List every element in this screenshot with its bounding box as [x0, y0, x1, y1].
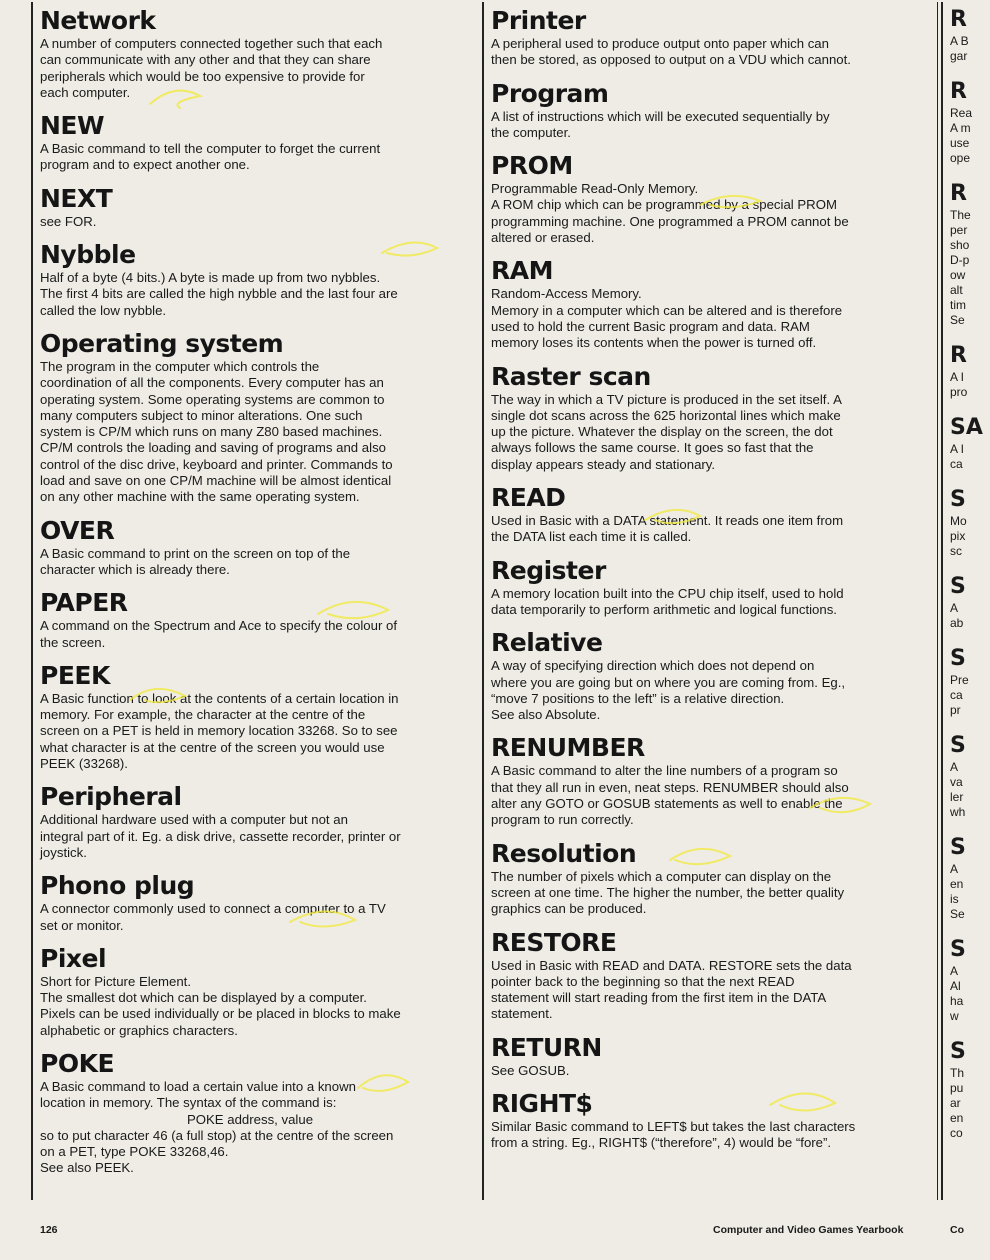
fragment-term: SA	[950, 415, 983, 440]
page-number: 126	[40, 1224, 58, 1236]
definition-line: control of the disc drive, keyboard and printer. Commands to	[40, 456, 393, 472]
definition-line: Used in Basic with READ and DATA. RESTORE sets the data	[491, 957, 852, 973]
definition-line: that they all run in even, neat steps. RENUMBER should also	[491, 779, 849, 795]
definition-line: screen on a PET is held in memory location 33268. So to see	[40, 723, 398, 739]
glossary-definition	[40, 691, 460, 772]
definition-line: The program in the computer which controls the	[40, 358, 320, 374]
definition-line: memory. For example, the character at the centre of the	[40, 707, 366, 723]
fragment-line: Se	[950, 907, 965, 921]
glossary-entry	[40, 871, 460, 934]
definition-line: alter any GOTO or GOSUB statements as well to enable the	[491, 796, 843, 812]
definition-line: set or monitor.	[40, 917, 124, 933]
glossary-entry	[491, 79, 911, 142]
definition-line: A Basic command to tell the computer to forget the current	[40, 141, 381, 157]
glossary-entry	[491, 151, 911, 246]
fragment-line: wh	[950, 805, 966, 819]
definition-line: location in memory. The syntax of the command is:	[40, 1095, 337, 1111]
fragment-line: ar	[950, 1096, 961, 1110]
fragment-line: Mo	[950, 514, 967, 528]
fragment-line: ler	[950, 790, 964, 804]
definition-line: so to put character 46 (a full stop) at the centre of the screen	[40, 1127, 394, 1143]
fragment-term: S	[950, 937, 966, 962]
fragment-line: A I	[950, 442, 965, 456]
fragment-entry	[950, 486, 990, 559]
definition-line: Random-Access Memory.	[491, 286, 642, 302]
glossary-entry	[491, 362, 911, 473]
definition-line: See GOSUB.	[491, 1062, 570, 1078]
definition-line: load and save on one CP/M machine will be almost identical	[40, 473, 392, 489]
glossary-entry	[40, 516, 460, 579]
definition-line: single dot scans across the 625 horizontal lines which make	[491, 407, 841, 423]
definition-line: Used in Basic with a DATA statement. It reads one item from	[491, 513, 844, 529]
definition-line: A number of computers connected together such that each	[40, 36, 383, 51]
fragment-line: D-p	[950, 253, 970, 267]
fragment-line: gar	[950, 49, 968, 63]
definition-line: operating system. Some operating systems are common to	[40, 391, 385, 407]
fragment-term: R	[950, 7, 967, 32]
fragment-line: A B	[950, 34, 969, 48]
definition-line: the screen.	[40, 634, 106, 650]
glossary-term: POKE	[40, 1048, 115, 1078]
definition-line: programming machine. One programmed a PROM cannot be	[491, 213, 849, 229]
glossary-entry	[491, 256, 911, 351]
definition-line: The first 4 bits are called the high nybble and the last four are	[40, 286, 398, 302]
glossary-column-middle	[491, 6, 911, 1162]
code-syntax: POKE address, value	[186, 1111, 314, 1127]
fragment-term: S	[950, 487, 966, 512]
glossary-definition	[491, 392, 911, 473]
definition-line: A connector commonly used to connect a computer to a TV	[40, 901, 386, 917]
definition-line: where you are going but on where you are coming from. Eg.,	[491, 674, 846, 690]
fragment-line: ha	[950, 994, 964, 1008]
glossary-definition	[491, 763, 911, 828]
fragment-entry	[950, 573, 990, 631]
glossary-definition	[40, 359, 460, 506]
glossary-entry	[40, 1049, 460, 1177]
fragment-line: Rea	[950, 106, 973, 120]
glossary-term: Peripheral	[40, 782, 182, 812]
definition-line: statement.	[491, 1006, 553, 1022]
definition-line: statement will start reading from the first item in the DATA	[491, 990, 827, 1006]
fragment-line: Pre	[950, 673, 969, 687]
glossary-definition	[40, 546, 460, 579]
definition-line: PEEK (33268).	[40, 756, 128, 772]
definition-line: can communicate with any other and that they can share	[40, 52, 371, 68]
fragment-line: Al	[950, 979, 961, 993]
glossary-definition	[491, 1063, 911, 1079]
glossary-definition	[491, 513, 911, 546]
glossary-term: RIGHT$	[491, 1088, 593, 1118]
definition-line: alphabetic or graphics characters.	[40, 1022, 238, 1038]
fragment-line: A m	[950, 121, 971, 135]
definition-line: integral part of it. Eg. a disk drive, cassette recorder, printer or	[40, 828, 401, 844]
definition-line: The number of pixels which a computer can display on the	[491, 868, 832, 884]
definition-line: used to hold the current Basic program and data. RAM	[491, 318, 810, 334]
glossary-entry	[40, 240, 460, 319]
glossary-definition	[40, 812, 460, 861]
glossary-column-left	[40, 6, 460, 1187]
glossary-entry	[40, 944, 460, 1039]
fragment-entry	[950, 180, 990, 328]
glossary-term: OVER	[40, 515, 115, 545]
glossary-term: Phono plug	[40, 871, 195, 901]
definition-line: Memory in a computer which can be altered and is therefore	[491, 302, 843, 318]
glossary-entry	[40, 588, 460, 651]
definition-line: Half of a byte (4 bits.) A byte is made up from two nybbles.	[40, 270, 381, 286]
definition-line: “move 7 positions to the left” is a relative direction.	[491, 690, 785, 706]
definition-line: A command on the Spectrum and Ace to specify the colour of	[40, 618, 397, 634]
definition-line: screen at one time. The higher the number, the better quality	[491, 884, 845, 900]
definition-line: A Basic function to look at the contents of a certain location in	[40, 690, 399, 706]
fragment-footer: Co	[950, 1224, 964, 1236]
fragment-entry	[950, 6, 990, 64]
glossary-entry	[40, 6, 460, 101]
fragment-entry	[950, 834, 990, 922]
fragment-line: pu	[950, 1081, 964, 1095]
publication-credit: Computer and Video Games Yearbook	[713, 1224, 904, 1236]
glossary-term: PEEK	[40, 660, 110, 690]
definition-line: pointer back to the beginning so that the next READ	[491, 973, 795, 989]
definition-line: Programmable Read-Only Memory.	[491, 181, 699, 197]
glossary-definition	[491, 181, 911, 246]
fragment-line: pr	[950, 703, 961, 717]
page-gutter	[937, 2, 938, 1200]
glossary-definition	[40, 270, 460, 319]
fragment-term: R	[950, 343, 967, 368]
definition-line: coordination of all the components. Every computer has an	[40, 375, 384, 391]
fragment-line: A	[950, 862, 959, 876]
glossary-term: Resolution	[491, 838, 637, 868]
definition-line: each computer.	[40, 84, 131, 100]
definition-line: graphics can be produced.	[491, 901, 647, 917]
fragment-entry	[950, 936, 990, 1024]
definition-line: A peripheral used to produce output onto paper which can	[491, 36, 829, 51]
fragment-term: S	[950, 646, 966, 671]
glossary-entry	[491, 6, 911, 69]
next-page-fragment	[950, 6, 990, 1236]
glossary-definition	[40, 141, 460, 174]
glossary-entry	[491, 839, 911, 918]
definition-line: Similar Basic command to LEFT$ but takes the last characters	[491, 1118, 856, 1134]
glossary-entry	[491, 556, 911, 619]
fragment-term: R	[950, 79, 967, 104]
glossary-term: Printer	[491, 6, 586, 35]
definition-line: on a PET, type POKE 33268,46.	[40, 1144, 229, 1160]
glossary-entry	[491, 483, 911, 546]
definition-line: Short for Picture Element.	[40, 973, 191, 989]
fragment-line: Th	[950, 1066, 965, 1080]
definition-line: CP/M controls the loading and saving of programs and also	[40, 440, 386, 456]
definition-line: A memory location built into the CPU chip itself, used to hold	[491, 585, 844, 601]
definition-line: on any other machine with the same operating system.	[40, 489, 360, 505]
glossary-term: RENUMBER	[491, 733, 645, 763]
glossary-entry	[40, 111, 460, 174]
column-rule-middle	[482, 2, 484, 1200]
glossary-definition	[40, 901, 460, 934]
fragment-line: Se	[950, 313, 965, 327]
definition-line: what character is at the centre of the screen you would use	[40, 739, 385, 755]
definition-line: joystick.	[40, 844, 87, 860]
fragment-entry	[950, 732, 990, 820]
glossary-definition	[491, 109, 911, 142]
glossary-definition	[491, 658, 911, 723]
glossary-term: RAM	[491, 256, 553, 286]
fragment-entry	[950, 645, 990, 718]
glossary-definition	[40, 974, 460, 1039]
definition-line: character which is already there.	[40, 561, 230, 577]
fragment-line: w	[950, 1009, 959, 1023]
glossary-definition	[40, 1079, 460, 1177]
glossary-term: Pixel	[40, 943, 107, 973]
fragment-line: co	[950, 1126, 963, 1140]
column-rule-left	[31, 2, 33, 1200]
fragment-line: A	[950, 601, 959, 615]
fragment-line: pix	[950, 529, 966, 543]
definition-line: see FOR.	[40, 213, 97, 229]
definition-line: Pixels can be used individually or be placed in blocks to make	[40, 1006, 401, 1022]
definition-line: A Basic command to print on the screen on top of the	[40, 545, 351, 561]
glossary-entry	[40, 661, 460, 772]
fragment-line: per	[950, 223, 968, 237]
glossary-definition	[40, 618, 460, 651]
glossary-entry	[491, 628, 911, 723]
definition-line: program and to expect another one.	[40, 157, 250, 173]
fragment-line: A I	[950, 370, 965, 384]
definition-line: from a string. Eg., RIGHT$ (“therefore”, 4) would be “fore”.	[491, 1135, 832, 1151]
definition-line: peripherals which would be too expensive to provide for	[40, 68, 365, 84]
definition-line: See also PEEK.	[40, 1160, 134, 1176]
fragment-line: ope	[950, 151, 971, 165]
fragment-line: sc	[950, 544, 962, 558]
definition-line: altered or erased.	[491, 230, 595, 246]
definition-line: the computer.	[491, 124, 571, 140]
fragment-term: S	[950, 835, 966, 860]
definition-line: system is CP/M which runs on many Z80 based machines.	[40, 424, 383, 440]
definition-line: display appears steady and stationary.	[491, 456, 716, 472]
glossary-definition	[491, 958, 911, 1023]
glossary-entry	[491, 928, 911, 1023]
glossary-entry	[40, 782, 460, 861]
glossary-definition	[40, 214, 460, 230]
glossary-term: Raster scan	[491, 361, 651, 391]
glossary-entry	[40, 184, 460, 230]
definition-line: See also Absolute.	[491, 707, 601, 723]
fragment-entry	[950, 78, 990, 166]
definition-line: the DATA list each time it is called.	[491, 529, 692, 545]
glossary-entry	[491, 1033, 911, 1079]
glossary-term: READ	[491, 483, 566, 513]
column-rule-right	[941, 2, 943, 1200]
definition-line: A ROM chip which can be programmed by a special PROM	[491, 197, 837, 213]
fragment-entry	[950, 342, 990, 400]
fragment-line: ca	[950, 688, 963, 702]
glossary-term: Nybble	[40, 240, 136, 270]
glossary-entry	[40, 329, 460, 506]
definition-line: data temporarily to perform arithmetic and logical functions.	[491, 601, 837, 617]
glossary-term: PAPER	[40, 588, 128, 618]
fragment-line: sho	[950, 238, 970, 252]
fragment-line: A	[950, 760, 959, 774]
glossary-entry	[491, 1089, 911, 1152]
definition-line: up the picture. Whatever the display on the screen, the dot	[491, 424, 833, 440]
fragment-line: va	[950, 775, 963, 789]
fragment-line: en	[950, 877, 964, 891]
glossary-definition	[491, 286, 911, 351]
definition-line: then be stored, as opposed to output on a VDU which cannot.	[491, 52, 851, 68]
fragment-line: alt	[950, 283, 963, 297]
definition-line: A way of specifying direction which does not depend on	[491, 658, 815, 674]
glossary-definition	[491, 1119, 911, 1152]
glossary-term: RESTORE	[491, 927, 617, 957]
glossary-term: Register	[491, 555, 606, 585]
fragment-line: pro	[950, 385, 968, 399]
fragment-line: ab	[950, 616, 964, 630]
definition-line: A Basic command to alter the line numbers of a program so	[491, 763, 838, 779]
glossary-term: Network	[40, 6, 156, 35]
fragment-line: ca	[950, 457, 963, 471]
definition-line: A Basic command to load a certain value into a known	[40, 1078, 356, 1094]
fragment-entry	[950, 1038, 990, 1141]
glossary-term: Relative	[491, 628, 603, 658]
definition-line: The way in which a TV picture is produced in the set itself. A	[491, 391, 842, 407]
glossary-definition	[491, 586, 911, 619]
fragment-term: S	[950, 733, 966, 758]
glossary-definition	[491, 869, 911, 918]
definition-line: called the low nybble.	[40, 302, 167, 318]
definition-line: program to run correctly.	[491, 812, 634, 828]
definition-line: many computers subject to minor alterations. One such	[40, 407, 363, 423]
fragment-term: S	[950, 1039, 966, 1064]
glossary-term: Program	[491, 78, 609, 108]
definition-line: The smallest dot which can be displayed by a computer.	[40, 990, 367, 1006]
definition-line: always follows the same course. It goes so fast that the	[491, 440, 814, 456]
glossary-term: PROM	[491, 151, 573, 181]
glossary-term: Operating system	[40, 328, 284, 358]
fragment-entry	[950, 414, 990, 472]
glossary-term: RETURN	[491, 1032, 602, 1062]
glossary-definition	[491, 36, 911, 69]
fragment-line: is	[950, 892, 959, 906]
fragment-line: A	[950, 964, 959, 978]
definition-line: A list of instructions which will be executed sequentially by	[491, 108, 830, 124]
glossary-definition	[40, 36, 460, 101]
fragment-term: S	[950, 574, 966, 599]
glossary-term: NEXT	[40, 183, 113, 213]
fragment-line: en	[950, 1111, 964, 1125]
fragment-line: The	[950, 208, 971, 222]
fragment-line: use	[950, 136, 970, 150]
fragment-term: R	[950, 181, 967, 206]
fragment-line: tim	[950, 298, 966, 312]
glossary-entry	[491, 733, 911, 828]
definition-line: memory loses its contents when the power is turned off.	[491, 335, 817, 351]
fragment-line: ow	[950, 268, 966, 282]
definition-line: Additional hardware used with a computer but not an	[40, 812, 348, 828]
glossary-term: NEW	[40, 111, 105, 141]
